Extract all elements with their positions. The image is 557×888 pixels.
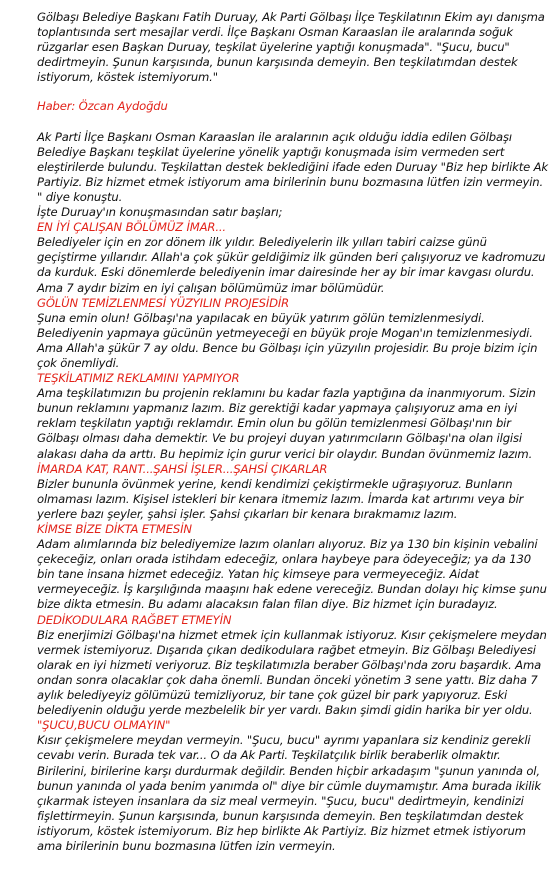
section-text-imar: Belediyeler için en zor dönem ilk yıldır. Belediyelerin ilk yılları tabiri caizse günü geçiştirme yıllarıdır. Allah'a çok şükür geldiğimiz ilk günden beri çalışıyoruz ve kadromuzu da kurduk. Eski dönemlerde belediyenin imar dairesinde her ay bir imar kavgası olurdu. Ama 7 aydır bizim en iyi çalışan bölümümüz imar bölümüdür. — [37, 235, 546, 295]
section-heading-golun-temizlenmesi: GÖLÜN TEMİZLENMESİ YÜZYILIN PROJESİDİR — [37, 295, 290, 310]
section-text-dedikodu: Biz enerjimizi Gölbaşı'na hizmet etmek için kullanmak istiyoruz. Kısır çekişmelere meydan vermek istemiyoruz. Dışarıda çıkan dedikodulara rağbet etmeyin. Biz Gölbaşı Belediyesi olarak en iyi hizmeti veriyoruz. Biz teşkilatımızla beraber Gölbaşı'nda zoru başardık. Ama ondan sonra olacaklar çok daha önemli. Bundan önceki yönetim 3 sene yattı. Biz daha 7 aylık belediyeyiz gölümüzü temizliyoruz, bir tane çok güzel bir park yapıyoruz. Eski belediyenin olduğu yerde mezbelelik bir yer vardı. Bakın şimdi gidin harika bir yer oldu. — [37, 627, 547, 718]
section-text-sucu-bucu: Kısır çekişmelere meydan vermeyin. "Şucu, bucu" ayrımı yapanlara siz kendiniz gerekli cevabı verin. Burada tek var... O da Ak Parti. Teşkilatçılık birlik beraberlik olmaktır. Birilerini, birilerine karşı durdurmak değildir. Benden hiçbir arkadaşım "şunun yanında ol, bunun yanında ol yada benim yanımda ol" diye bir cümle duymamıştır. Ama burada ikilik çıkarmak isteyen insanlara da siz meal vermeyin. "Şucu, bucu" dedirtmeyin, kendinizi fişlettirmeyin. Şunun karşısında, bunun karşısında demeyin. Ben teşkilatımdan destek istiyorum, köstek istemiyorum. Biz hep birlikte Ak Partiyiz. Biz hizmet etmek istiyorum ama birilerinin bunu bozmasına lütfen izin vermeyin. — [37, 733, 541, 853]
article-lead-tail: İşte Duruay'ın konuşmasından satır başları; — [37, 205, 283, 220]
section-heading-imar: EN İYİ ÇALIŞAN BÖLÜMÜZ İMAR... — [37, 220, 226, 235]
article-lead: Ak Parti İlçe Başkanı Osman Karaaslan ile aralarının açık olduğu iddia edilen Gölbaşı Belediye Başkanı teşkilat üyelerine yönelik yaptığı konuşmada isim vermeden sert eleştirilerde bulundu. Teşkilattan destek beklediğini ifade eden Duruay "Biz hep birlikte Ak Partiyiz. Biz hizmet etmek istiyorum ama birilerinin bunu bozmasına lütfen izin vermeyin. " diye konuştu. — [37, 129, 548, 204]
section-text-teskilat-reklam: Ama teşkilatımızın bu projenin reklamını bu kadar fazla yaptığına da inanmıyorum. Sizin bunun reklamını yapmanız lazım. Biz gerektiği kadar yapmaya çalışıyoruz ama en iyi reklam teşkilatın yaptığı reklamdır. Emin olun bu gölün temizlenmesi Gölbaşı'nın bir Gölbaşı olması daha demektir. Ve bu projeyi duyan yatırımcıların Gölbaşı'na olan ilgisi alakası daha da arttı. Bu hepimiz için gurur verici bir olaydır. Bundan övünmemiz lazım. — [37, 386, 536, 461]
section-heading-dikta: KİMSE BİZE DİKTA ETMESİN — [37, 522, 192, 536]
article-byline: Haber: Özcan Aydoğdu — [37, 99, 168, 114]
section-heading-sucu-bucu: "ŞUCU,BUCU OLMAYIN" — [37, 718, 171, 733]
section-heading-imarda-kat: İMARDA KAT, RANT...ŞAHSİ İŞLER...ŞAHSİ ÇIKARLAR — [37, 461, 328, 476]
section-text-imarda-kat: Bizler bununla övünmek yerine, kendi kendimizi çekiştirmekle uğraşıyoruz. Bunların olmaması lazım. Kişisel istekleri bir kenara itmemiz lazım. İmarda kat artırımı veya bir yerlere bazı şeyler, şahsi işler. Şahsi çıkarları bir kenara bırakmamız lazım. — [37, 476, 524, 521]
section-text-golun-temizlenmesi: Şuna emin olun! Gölbaşı'na yapılacak en büyük yatırım gölün temizlenmesiydi. Belediyenin yapmaya gücünün yetmeyeceği en büyük proje Mogan'ın temizlenmesiydi. Ama Allah'a şükür 7 ay oldu. Bence bu Gölbaşı için yüzyılın projesidir. Bu proje bizim için çok önemliydi. — [37, 310, 538, 370]
section-text-dikta: Adam alımlarında biz belediyemize lazım olanları alıyoruz. Biz ya 130 bin kişinin vebalini çekeceğiz, onları orada istihdam edeceğiz, onlara haybeye para ödeyeceğiz; ya da 130 bin tane insana hizmet edeceğiz. Yatan hiç kimseye para vermeyeceğiz. Aidat vermeyeceğiz. İş karşılığında maaşını hak edene vereceğiz. Bundan dolayı hiç kimse şunu bize dikta etmesin. Bu adamı alacaksın falan filan diye. Biz hizmet için buradayız. — [37, 537, 547, 612]
section-heading-dedikodu: DEDİKODULARA RAĞBET ETMEYİN — [37, 612, 232, 627]
article-intro: Gölbaşı Belediye Başkanı Fatih Duruay, Ak Parti Gölbaşı İlçe Teşkilatının Ekim ayı danışma toplantısında sert mesajlar verdi. İlçe Başkanı Osman Karaaslan ile aralarında soğuk rüzgarlar esen Başkan Duruay, teşkilat üyelerine yaptığı konuşmada". "Şucu, bucu" dedirtmeyin. Şunun karşısında, bunun karşısında demeyin. Ben teşkilatımdan destek istiyorum, köstek istemiyorum." — [37, 10, 545, 85]
section-heading-teskilat-reklam: TEŞKİLATIMIZ REKLAMINI YAPMIYOR — [37, 371, 240, 386]
